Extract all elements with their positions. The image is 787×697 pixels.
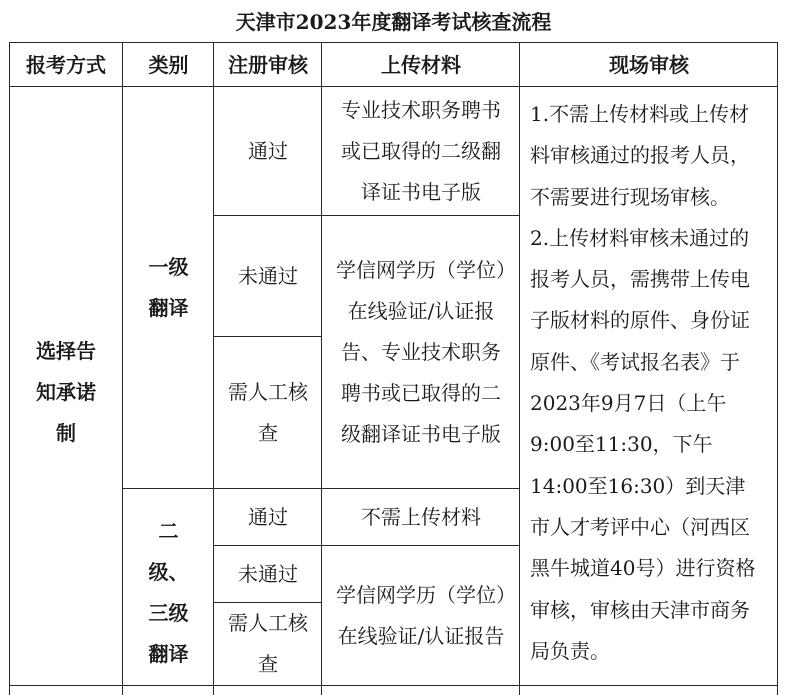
row-divider [213, 602, 322, 603]
materials-cell: 学信网学历（学位）在线验证/认证报告、专业技术职务聘书或已取得的二级翻译证书电子版 [336, 258, 506, 446]
table-header-divider [9, 86, 778, 87]
header-upload-materials: 上传材料 [381, 52, 461, 77]
document-title: 天津市2023年度翻译考试核查流程 [235, 10, 552, 34]
table-border-right [777, 42, 778, 695]
review-cell: 未通过 [238, 562, 298, 586]
onsite-paragraph-2: 2.上传材料审核未通过的报考人员，需携带上传电子版材料的原件、身份证原件、《考试报名表》于2023年9月7日（上午9:00至11:30，下午14:00至16:30）到天津市人才考评中心（河西区黑牛城道40号）进行资格审核，审核由天津市商务局负责。 [530, 225, 756, 663]
column-divider [519, 42, 520, 695]
row-divider [213, 215, 520, 216]
row-divider [122, 488, 520, 489]
header-category: 类别 [148, 52, 189, 77]
review-cell: 未通过 [238, 264, 298, 288]
header-onsite-review: 现场审核 [609, 52, 689, 77]
header-registration-review: 注册审核 [228, 52, 308, 77]
table-border-left [9, 42, 10, 695]
review-cell: 通过 [248, 139, 288, 163]
table-border-top [9, 42, 778, 43]
review-cell: 需人工核查 [228, 611, 308, 676]
column-divider [122, 42, 123, 695]
materials-cell: 不需上传材料 [361, 505, 481, 529]
materials-cell: 学信网学历（学位）在线验证/认证报告 [336, 582, 506, 648]
row-divider [213, 545, 520, 546]
category-cell: 一级翻译 [148, 255, 189, 320]
row-divider [213, 336, 322, 337]
category-cell: 二级、三级翻译 [148, 519, 189, 666]
onsite-paragraph-1: 1.不需上传材料或上传材料审核通过的报考人员，不需要进行现场审核。 [530, 102, 750, 209]
review-cell: 需人工核查 [228, 380, 308, 445]
column-divider [213, 42, 214, 695]
row-divider [9, 685, 778, 686]
onsite-review-cell [520, 87, 778, 687]
review-cell: 通过 [248, 505, 288, 529]
method-cell: 选择告知承诺制 [36, 338, 96, 445]
materials-cell: 专业技术职务聘书或已取得的二级翻译证书电子版 [341, 98, 501, 204]
header-method: 报考方式 [26, 52, 106, 77]
column-divider [321, 42, 322, 695]
